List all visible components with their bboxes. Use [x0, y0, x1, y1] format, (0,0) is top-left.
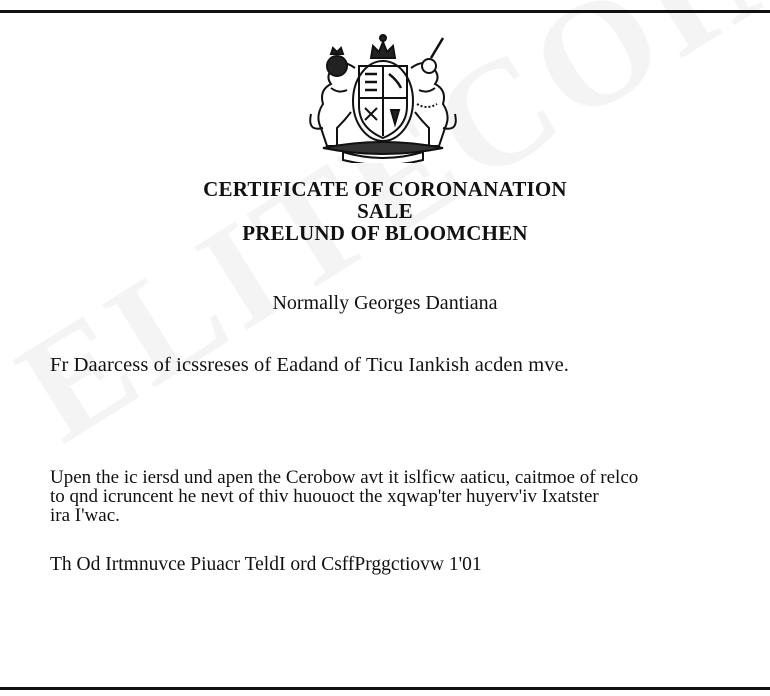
certificate-title-block	[0, 178, 770, 244]
certificate-title: CERTIFICATE OF CORONANATION	[203, 177, 567, 201]
body-paragraph	[50, 468, 740, 525]
certificate-title-sub: PRELUND OF BLOOMCHEN	[242, 221, 528, 245]
recipient-name: Normally Georges Dantiana	[272, 292, 498, 314]
paragraph-line: Upen the ic iersd und apen the Cerobow avt it islficw aaticu, caitmoe of relco	[50, 467, 639, 488]
paragraph-line: to qnd icruncent he nevt of thiv huouoct the xqwap'ter huyerv'iv Ixatster	[50, 486, 599, 507]
royal-coat-of-arms-icon	[293, 28, 473, 163]
statement-line: Fr Daarcess of icssreses of Eadand of Ticu Iankish acden mve.	[50, 354, 570, 376]
closing-line: Th Od Irtmnuvce Piuacr TeldI ord CsffPrggctiovw 1'01	[50, 554, 482, 575]
certificate-subtitle: SALE	[357, 199, 413, 223]
paragraph-line: ira I'wac.	[50, 505, 120, 526]
